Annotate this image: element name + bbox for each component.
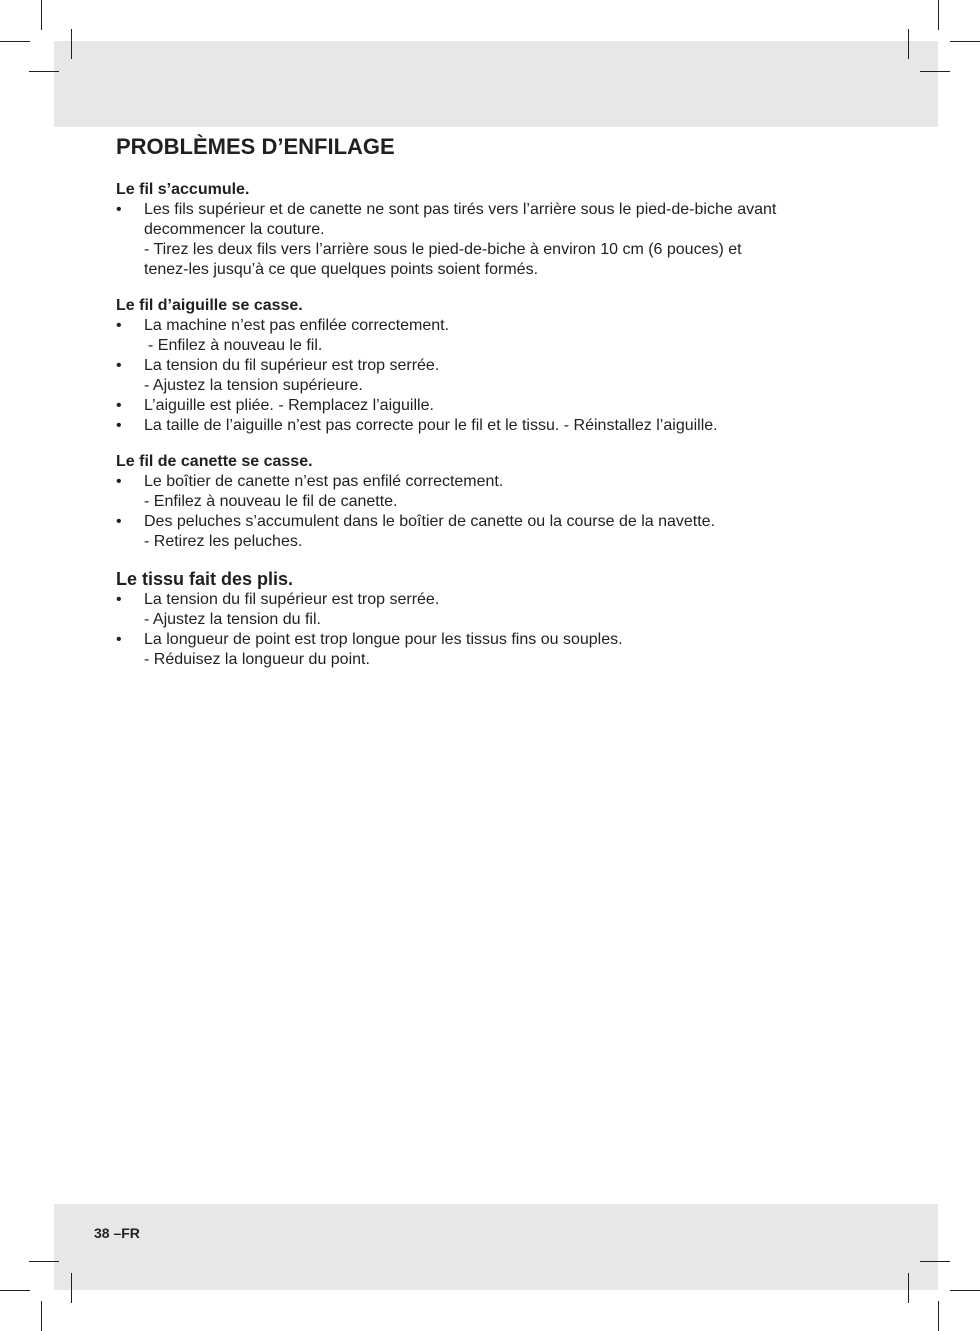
crop-mark [71,1273,72,1303]
crop-mark [29,71,59,72]
list-item [116,200,876,280]
item-remedy: - Enfilez à nouveau le fil. [148,337,323,354]
crop-mark [920,71,950,72]
crop-mark [950,41,980,42]
crop-mark [938,0,939,30]
item-remedy: - Retirez les peluches. [144,533,303,550]
list-item [116,512,876,552]
item-text: La taille de l’aiguille n’est pas correcte pour le fil et le tissu. - Réinstallez l’aiguille. [144,417,718,434]
item-text: La tension du fil supérieur est trop serrée. [144,357,440,374]
bullet: • [116,201,122,218]
crop-mark [0,1290,30,1291]
crop-mark [908,29,909,59]
bullet: • [116,631,122,648]
bullet: • [116,591,122,608]
bullet: • [116,473,122,490]
item-remedy: - Ajustez la tension supérieure. [144,377,363,394]
bullet: • [116,397,122,414]
page-number: 38 –FR [94,1225,140,1241]
item-list [116,472,876,552]
page-content [116,132,876,670]
item-text: Le boîtier de canette n’est pas enfilé correctement. [144,473,504,490]
list-item [116,630,876,670]
crop-mark [920,1261,950,1262]
crop-mark [41,0,42,30]
crop-mark [938,1301,939,1331]
header-band [54,41,938,127]
section-fil-accumule [116,180,876,280]
item-list [116,200,876,280]
item-list [116,590,876,670]
section-heading: Le fil d’aiguille se casse. [116,297,303,314]
item-text: La longueur de point est trop longue pour les tissus fins ou souples. [144,631,623,648]
bullet: • [116,317,122,334]
crop-mark [29,1261,59,1262]
crop-mark [908,1273,909,1303]
crop-mark [0,41,30,42]
item-remedy: - Tirez les deux fils vers l’arrière sous le pied-de-biche à environ 10 cm (6 pouces) et [144,241,742,258]
section-heading: Le tissu fait des plis. [116,569,294,589]
item-text: La machine n’est pas enfilée correctement. [144,317,450,334]
list-item [116,396,876,416]
item-text: La tension du fil supérieur est trop serrée. [144,591,440,608]
item-remedy: - Ajustez la tension du fil. [144,611,321,628]
list-item [116,416,876,436]
crop-mark [41,1301,42,1331]
item-text: L’aiguille est pliée. - Remplacez l’aiguille. [144,397,434,414]
section-fil-canette-casse [116,452,876,552]
bullet: • [116,417,122,434]
list-item [116,316,876,356]
list-item [116,472,876,512]
section-heading: Le fil de canette se casse. [116,453,313,470]
item-list [116,316,876,436]
crop-mark [950,1290,980,1291]
list-item [116,590,876,630]
item-remedy: - Enfilez à nouveau le fil de canette. [144,493,398,510]
section-tissu-plis [116,568,876,670]
section-heading: Le fil s’accumule. [116,181,250,198]
section-fil-aiguille-casse [116,296,876,436]
bullet: • [116,513,122,530]
item-remedy: - Réduisez la longueur du point. [144,651,370,668]
page-title: PROBLÈMES D’ENFILAGE [116,134,395,159]
bullet: • [116,357,122,374]
footer-band [54,1204,938,1290]
item-text: Les fils supérieur et de canette ne sont pas tirés vers l’arrière sous le pied-de-biche avant [144,201,777,218]
item-remedy: tenez-les jusqu’à ce que quelques points soient formés. [144,261,539,278]
item-text: decommencer la couture. [144,221,325,238]
list-item [116,356,876,396]
crop-mark [71,29,72,59]
item-text: Des peluches s’accumulent dans le boîtier de canette ou la course de la navette. [144,513,716,530]
